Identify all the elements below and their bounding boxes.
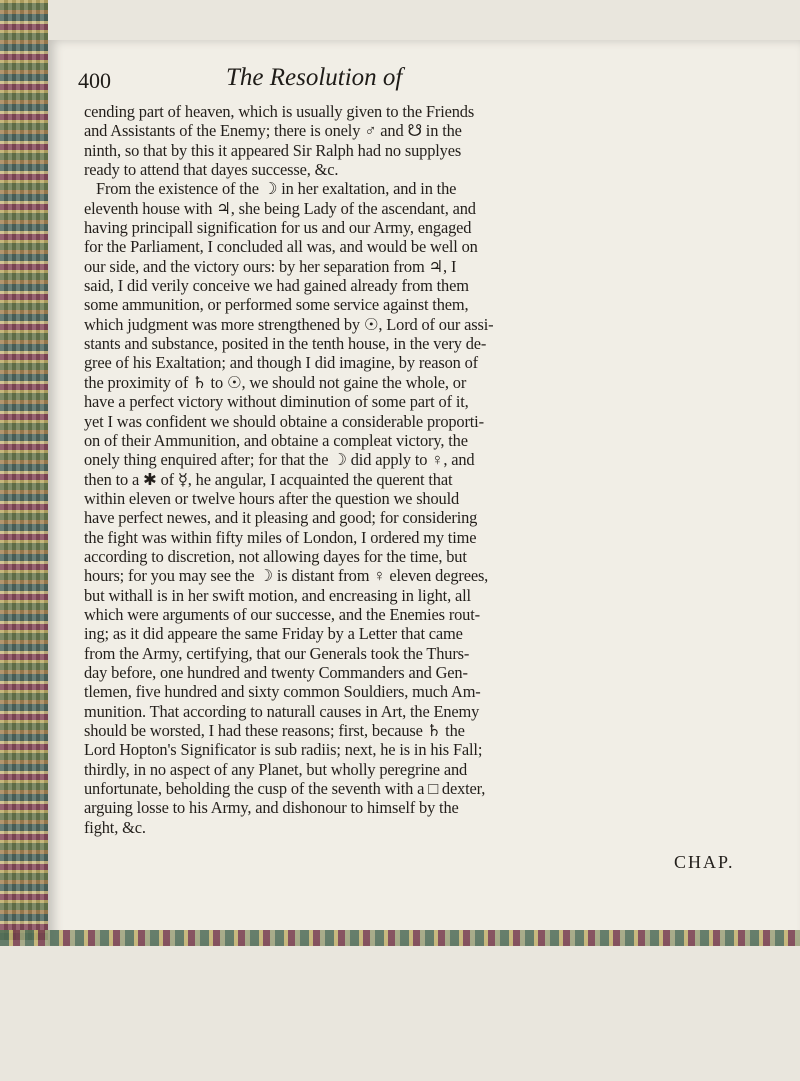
text-line: on of their Ammunition, and obtaine a compleat victory, the [84, 430, 468, 450]
text-line: which were arguments of our successe, and the Enemies rout- [84, 604, 480, 624]
text-line: tlemen, five hundred and sixty common Souldiers, much Am- [84, 682, 481, 702]
catchword: CHAP. [674, 852, 735, 872]
text-line: said, I did verily conceive we had gained already from them [84, 276, 469, 296]
text-line: gree of his Exaltation; and though I did imagine, by reason of [84, 353, 478, 373]
text-line: hours; for you may see the ☽ is distant from ♀ eleven degrees, [84, 566, 489, 586]
text-line: unfortunate, beholding the cusp of the seventh with a □ dexter, [84, 779, 486, 799]
text-line: some ammunition, or performed some service against them, [84, 295, 469, 315]
text-line: our side, and the victory ours: by her separation from ♃, I [84, 256, 457, 276]
text-line: ninth, so that by this it appeared Sir Ralph had no supplyes [84, 140, 462, 160]
text-line: the fight was within fifty miles of London, I ordered my time [84, 527, 477, 547]
text-line: day before, one hundred and twenty Commanders and Gen- [84, 662, 468, 682]
text-line: the proximity of ♄ to ☉, we should not gaine the whole, or [84, 372, 467, 392]
text-line: ready to attend that dayes successe, &c. [84, 160, 339, 180]
text-line: but withall is in her swift motion, and encreasing in light, all [84, 585, 471, 605]
text-line: within eleven or twelve hours after the question we should [84, 488, 460, 508]
text-line: yet I was confident we should obtaine a considerable proporti- [84, 411, 484, 431]
running-title: The Resolution of [226, 64, 403, 91]
text-line: Lord Hopton's Significator is sub radiis; next, he is in his Fall; [84, 740, 483, 760]
text-line: have perfect newes, and it pleasing and good; for considering [84, 508, 478, 528]
text-line: onely thing enquired after; for that the ☽ did apply to ♀, and [84, 450, 475, 470]
text-line: from the Army, certifying, that our Generals took the Thurs- [84, 643, 470, 663]
text-line: cending part of heaven, which is usually given to the Friends [84, 102, 475, 121]
text-line: arguing losse to his Army, and dishonour to himself by the [84, 798, 459, 818]
text-line: fight, &c. [84, 817, 146, 837]
book-edge-left [0, 0, 48, 940]
book-edge-bottom [0, 930, 800, 946]
text-line: according to discretion, not allowing dayes for the time, but [84, 546, 467, 566]
text-line: have a perfect victory without diminution of some part of it, [84, 392, 469, 412]
text-line: which judgment was more strengthened by ☉, Lord of our assi- [84, 314, 494, 334]
text-line: ing; as it did appeare the same Friday by a Letter that came [84, 624, 463, 644]
text-line: then to a ✱ of ☿, he angular, I acquainted the querent that [84, 469, 453, 489]
text-line: munition. That according to naturall causes in Art, the Enemy [84, 701, 480, 721]
body-text [84, 102, 769, 837]
text-line: and Assistants of the Enemy; there is onely ♂ and ☋ in the [84, 121, 462, 141]
text-line: having principall signification for us and our Army, engaged [84, 218, 472, 238]
text-line: should be worsted, I had these reasons; first, because ♄ the [84, 721, 465, 740]
text-line: From the existence of the ☽ in her exaltation, and in the [96, 179, 457, 199]
text-line: thirdly, in no aspect of any Planet, but wholly peregrine and [84, 759, 468, 779]
text-line: stants and substance, posited in the tenth house, in the very de- [84, 334, 487, 354]
page-number: 400 [78, 68, 111, 93]
text-line: for the Parliament, I concluded all was, and would be well on [84, 237, 478, 257]
book-page [48, 40, 800, 945]
page-header [76, 64, 776, 96]
text-line: eleventh house with ♃, she being Lady of the ascendant, and [84, 198, 476, 218]
